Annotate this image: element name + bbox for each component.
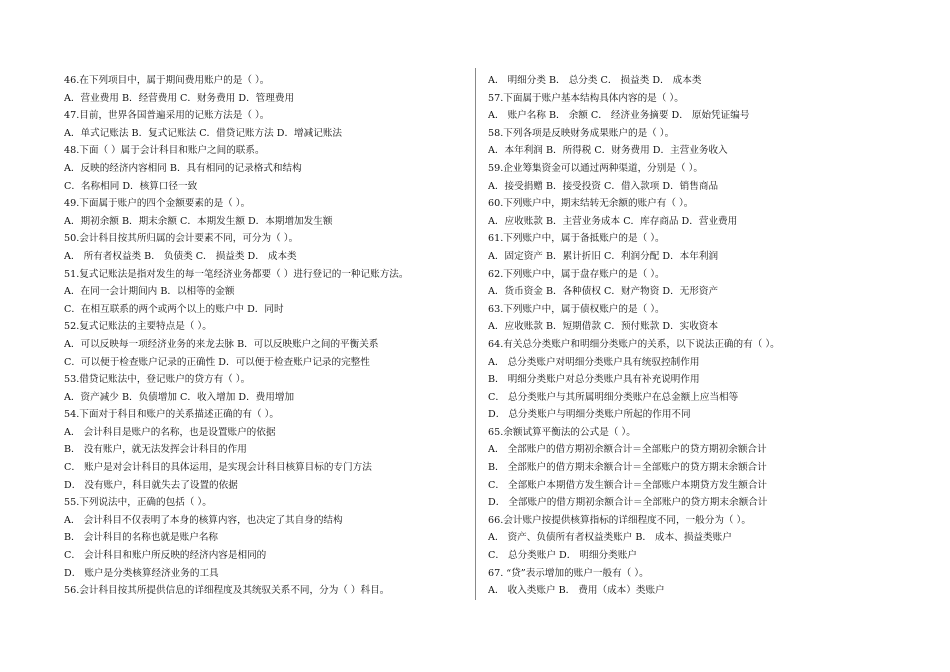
left-column-line: C． 账户是对会计科目的具体运用，是实现会计科目核算目标的专门方法 (64, 462, 372, 474)
left-column-line: 49.下面属于账户的四个金额要素的是（ ）。 (64, 198, 251, 210)
left-column-line: A．可以反映每一项经济业务的来龙去脉 B．可以反映账户之间的平衡关系 (64, 338, 379, 350)
right-column-line: A． 收入类账户 B． 费用（成本）类账户 (488, 585, 665, 597)
right-column-line: A．接受捐赠 B．接受投资 C．借入款项 D．销售商品 (488, 180, 719, 192)
right-column-line: 57.下面属于账户基本结构具体内容的是（ ）。 (488, 92, 684, 104)
right-column-line: 62.下列账户中，属于盘存账户的是（ ）。 (488, 268, 665, 280)
left-column-line: A．期初余额 B．期末余额 C．本期发生额 D．本期增加发生额 (64, 215, 333, 227)
right-column-line: B． 明细分类账户对总分类账户具有补充说明作用 (488, 374, 700, 386)
right-column-line: 66.会计账户按提供核算指标的详细程度不同，一般分为（ ）。 (488, 514, 751, 526)
right-column-line: C． 全部账户本期借方发生额合计＝全部账户本期贷方发生额合计 (488, 479, 768, 491)
right-column-line: A．货币资金 B．各种债权 C．财产物资 D．无形资产 (488, 286, 719, 298)
right-column-line: A．本年利润 B．所得税 C．财务费用 D．主营业务收入 (488, 145, 728, 157)
left-column-line: B． 没有账户，就无法发挥会计科目的作用 (64, 444, 247, 456)
left-column-line: 53.借贷记账法中，登记账户的贷方有（ ）。 (64, 374, 251, 386)
right-column-line: A． 账户名称 B． 余额 C． 经济业务摘要 D． 原始凭证编号 (488, 110, 750, 122)
column-divider (475, 68, 476, 600)
left-column-line: A．反映的经济内容相同 B．具有相同的记录格式和结构 (64, 162, 302, 174)
left-column-line: C． 会计科目和账户所反映的经济内容是相同的 (64, 550, 267, 562)
right-column-line: A． 总分类账户对明细分类账户具有统驭控制作用 (488, 356, 700, 368)
left-column-line: A． 会计科目是账户的名称，也是设置账户的依据 (64, 426, 276, 438)
left-column-line: 54.下面对于科目和账户的关系描述正确的有（ ）。 (64, 409, 279, 421)
right-column-line: 59.企业筹集资金可以通过两种渠道，分别是（ ）。 (488, 162, 703, 174)
left-column-line: A．单式记账法 B．复式记账法 C．借贷记账方法 D．增减记账法 (64, 127, 343, 139)
right-column-line: 65.余额试算平衡法的公式是（ ）。 (488, 426, 636, 438)
right-column-line: 64.有关总分类账户和明细分类账户的关系，以下说法正确的有（ ）。 (488, 338, 780, 350)
left-column-line: 48.下面（ ）属于会计科目和账户之间的联系。 (64, 145, 265, 157)
right-column-line: 61.下列账户中，属于备抵账户的是（ ）。 (488, 233, 665, 245)
right-column-line: A． 明细分类 B． 总分类 C． 损益类 D． 成本类 (488, 75, 702, 86)
right-column-line: C． 总分类账户与其所属明细分类账户在总金额上应当相等 (488, 391, 739, 403)
left-column-line: A． 所有者权益类 B． 负债类 C． 损益类 D． 成本类 (64, 250, 297, 262)
left-column-line: 50.会计科目按其所归属的会计要素不同，可分为（ ）。 (64, 233, 299, 245)
right-column (488, 72, 888, 600)
right-column-line: 58.下列各项是反映财务成果账户的是（ ）。 (488, 127, 675, 139)
left-column-line: C．在相互联系的两个或两个以上的账户中 D．同时 (64, 303, 284, 315)
left-column-line: B． 会计科目的名称也就是账户名称 (64, 532, 219, 544)
left-column-line: A．资产减少 B．负债增加 C．收入增加 D．费用增加 (64, 391, 295, 403)
right-column-line: A．应收账款 B．短期借款 C．预付账款 D．实收资本 (488, 321, 719, 333)
left-column-line: A． 会计科目不仅表明了本身的核算内容，也决定了其自身的结构 (64, 514, 343, 526)
right-column-line: A． 全部账户的借方期初余额合计＝全部账户的贷方期初余额合计 (488, 444, 767, 456)
left-column-line: C．可以便于检查账户记录的正确性 D．可以便于检查账户记录的完整性 (64, 356, 370, 368)
right-column-line: 63.下列账户中，属于债权账户的是（ ）。 (488, 303, 665, 315)
left-column-line: 47.目前，世界各国普遍采用的记账方法是（ ）。 (64, 110, 270, 122)
right-column-line: C． 总分类账户 D． 明细分类账户 (488, 550, 637, 562)
left-column-line: A．在同一会计期间内 B．以相等的金额 (64, 286, 235, 298)
right-column-line: B． 全部账户的借方期末余额合计＝全部账户的贷方期末余额合计 (488, 462, 767, 474)
right-column-line: D． 总分类账户与明细分类账户所起的作用不同 (488, 409, 691, 421)
left-column (64, 72, 464, 600)
left-column-line: 46.在下列项目中，属于期间费用账户的是（ ）。 (64, 75, 270, 86)
right-column-line: A．固定资产 B．累计折旧 C．利润分配 D．本年利润 (488, 250, 719, 262)
right-column-line: A． 资产、负债所有者权益类账户 B． 成本、损益类账户 (488, 532, 732, 544)
right-column-line: 60.下列账户中，期末结转无余额的账户有（ ）。 (488, 198, 694, 210)
right-column-line: 67. “贷”表示增加的账户一般有（ ）。 (488, 567, 649, 579)
left-column-line: 56.会计科目按其所提供信息的详细程度及其统驭关系不同，分为（ ）科目。 (64, 585, 390, 597)
left-column-line: C．名称相同 D．核算口径一致 (64, 180, 198, 192)
right-column-line: A．应收账款 B．主营业务成本 C．库存商品 D．营业费用 (488, 215, 738, 227)
left-column-line: D． 账户是分类核算经济业务的工具 (64, 567, 219, 579)
left-column-line: D． 没有账户，科目就失去了设置的依据 (64, 479, 238, 491)
left-column-line: 55.下列说法中，正确的包括（ ）。 (64, 497, 212, 509)
left-column-line: 52.复式记账法的主要特点是（ ）。 (64, 321, 212, 333)
left-column-line: A．营业费用 B．经营费用 C．财务费用 D．管理费用 (64, 92, 295, 104)
left-column-line: 51.复式记账法是指对发生的每一笔经济业务都要（ ）进行登记的一种记账方法。 (64, 268, 409, 280)
right-column-line: D． 全部账户的借方期初余额合计＝全部账户的贷方期末余额合计 (488, 497, 768, 509)
